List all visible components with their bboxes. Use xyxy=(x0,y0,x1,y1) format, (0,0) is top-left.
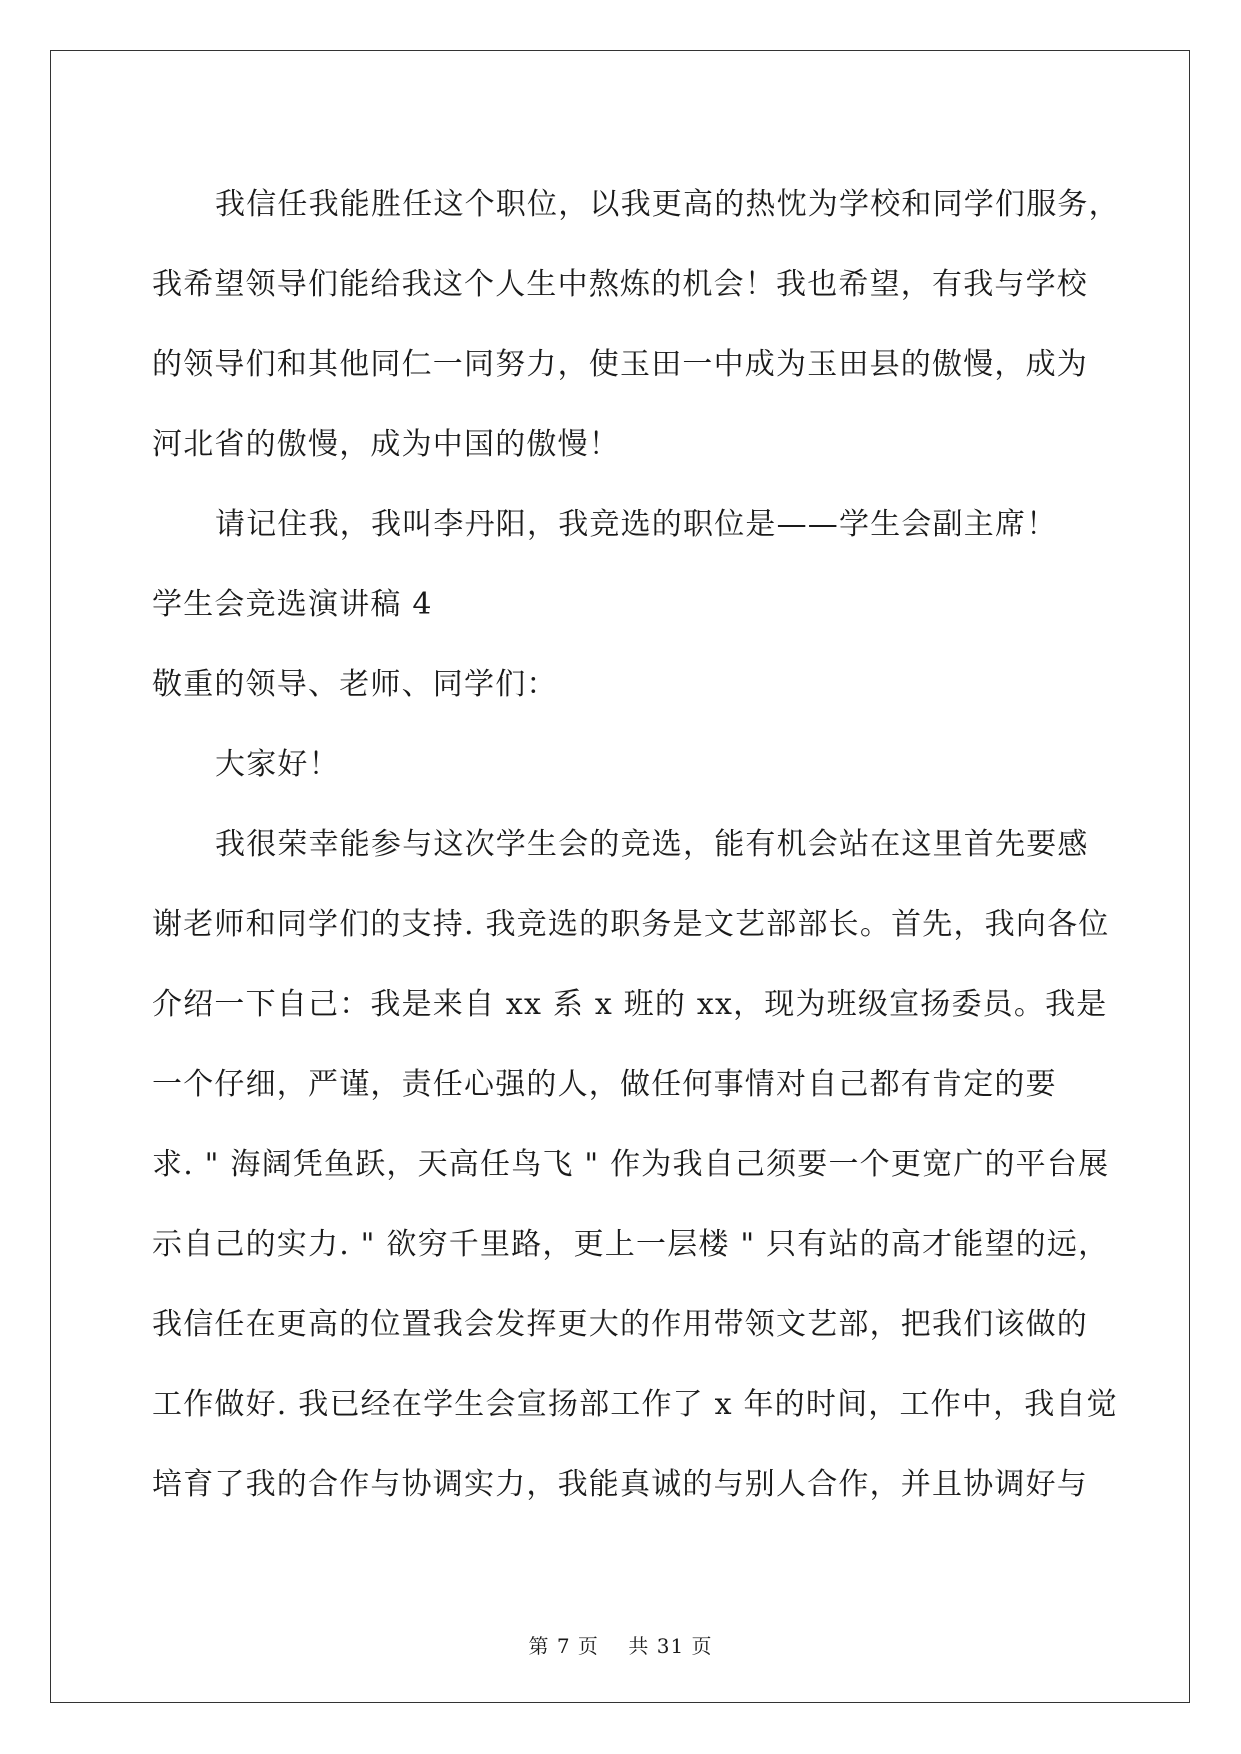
paragraph-line: 我信任在更高的位置我会发挥更大的作用带领文艺部，把我们该做的 xyxy=(152,1307,1088,1342)
salutation: 敬重的领导、老师、同学们： xyxy=(152,667,558,702)
section-heading: 学生会竞选演讲稿 4 xyxy=(152,587,433,622)
paragraph-line: 示自己的实力. " 欲穷千里路，更上一层楼 " 只有站的高才能望的远， xyxy=(152,1227,1110,1262)
paragraph-line: 的领导们和其他同仁一同努力，使玉田一中成为玉田县的傲慢，成为 xyxy=(152,347,1088,382)
paragraph-line: 一个仔细，严谨，责任心强的人，做任何事情对自己都有肯定的要 xyxy=(152,1067,1057,1102)
paragraph-line: 我希望领导们能给我这个人生中熬炼的机会！我也希望，有我与学校 xyxy=(152,267,1088,302)
paragraph-line: 工作做好. 我已经在学生会宣扬部工作了 x 年的时间，工作中，我自觉 xyxy=(152,1387,1118,1422)
greeting: 大家好！ xyxy=(215,747,340,782)
page-footer xyxy=(0,1630,1241,1659)
paragraph-line: 河北省的傲慢，成为中国的傲慢！ xyxy=(152,427,620,462)
paragraph-line: 谢老师和同学们的支持. 我竞选的职务是文艺部部长。首先，我向各位 xyxy=(152,907,1110,942)
page-total: 共 31 页 xyxy=(628,1634,713,1658)
paragraph-line: 介绍一下自己：我是来自 xx 系 x 班的 xx，现为班级宣扬委员。我是 xyxy=(152,987,1108,1022)
document-body xyxy=(152,165,1120,1525)
paragraph-line: 培育了我的合作与协调实力，我能真诚的与别人合作，并且协调好与 xyxy=(152,1467,1088,1502)
paragraph-line: 我信任我能胜任这个职位，以我更高的热忱为学校和同学们服务， xyxy=(215,187,1120,222)
paragraph-line: 请记住我，我叫李丹阳，我竞选的职位是——学生会副主席！ xyxy=(215,507,1058,542)
page-number: 第 7 页 xyxy=(528,1634,599,1658)
paragraph-line: 求. " 海阔凭鱼跃，天高任鸟飞 " 作为我自己须要一个更宽广的平台展 xyxy=(152,1147,1110,1182)
paragraph-line: 我很荣幸能参与这次学生会的竞选，能有机会站在这里首先要感 xyxy=(215,827,1089,862)
